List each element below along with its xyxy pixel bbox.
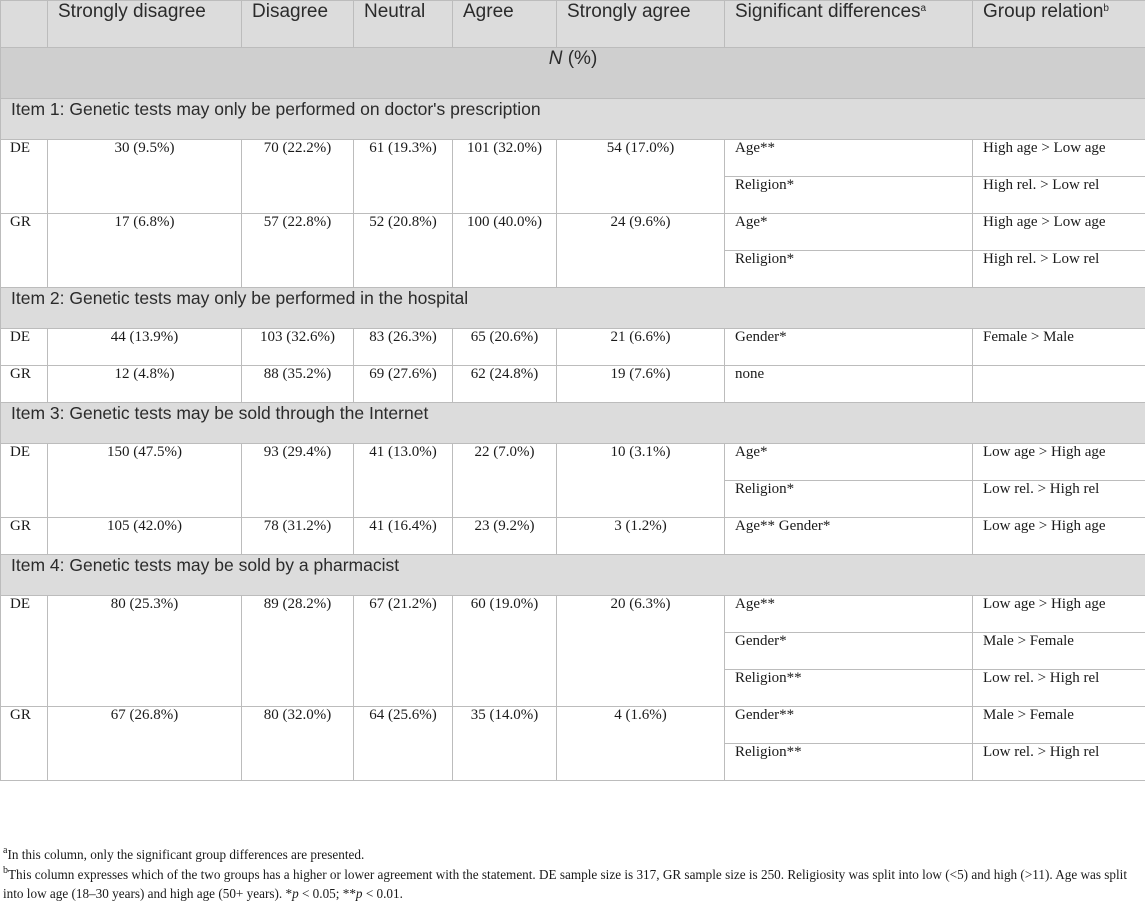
- header-significant-differences: [725, 1, 973, 48]
- table-header-row: [1, 1, 1145, 48]
- value-cell: 22 (7.0%): [453, 444, 557, 518]
- group-relation-cell: High rel. > Low rel: [973, 251, 1145, 288]
- p-threshold-2: < 0.01.: [362, 886, 403, 901]
- table-row: [1, 707, 1145, 744]
- value-cell: 44 (13.9%): [48, 329, 242, 366]
- significant-difference-cell: Age*: [725, 214, 973, 251]
- value-cell: 10 (3.1%): [557, 444, 725, 518]
- item-title: Item 3: Genetic tests may be sold through the Internet: [1, 403, 1145, 444]
- value-cell: 62 (24.8%): [453, 366, 557, 403]
- header-disagree: Disagree: [242, 1, 354, 48]
- value-cell: 101 (32.0%): [453, 140, 557, 214]
- country-label: GR: [1, 518, 48, 555]
- value-cell: 80 (25.3%): [48, 596, 242, 707]
- group-relation-cell: Low age > High age: [973, 444, 1145, 481]
- value-cell: 64 (25.6%): [354, 707, 453, 781]
- significant-difference-cell: Gender*: [725, 633, 973, 670]
- item-row: [1, 403, 1145, 444]
- value-cell: 69 (27.6%): [354, 366, 453, 403]
- footnote-b-text: This column expresses which of the two groups has a higher or lower agreement with the statement. DE sample size is 317, GR sample size is 250. Religiosity was split into low (<5) and high (>11). Age was split into low age (18–30 years) and high age (50+ years). *: [3, 866, 1128, 901]
- header-agree: Agree: [453, 1, 557, 48]
- significant-difference-cell: Gender**: [725, 707, 973, 744]
- country-label: DE: [1, 140, 48, 214]
- value-cell: 88 (35.2%): [242, 366, 354, 403]
- value-cell: 3 (1.2%): [557, 518, 725, 555]
- header-neutral: Neutral: [354, 1, 453, 48]
- group-relation-cell: High age > Low age: [973, 214, 1145, 251]
- item-row: [1, 99, 1145, 140]
- significant-difference-cell: Age*: [725, 444, 973, 481]
- footnote-b-marker: b: [3, 864, 8, 876]
- value-cell: 17 (6.8%): [48, 214, 242, 288]
- header-strongly-disagree: Strongly disagree: [48, 1, 242, 48]
- group-relation-cell: Male > Female: [973, 707, 1145, 744]
- value-cell: 105 (42.0%): [48, 518, 242, 555]
- table-row: [1, 214, 1145, 251]
- country-label: GR: [1, 214, 48, 288]
- footnotes: [0, 845, 1145, 904]
- value-cell: 103 (32.6%): [242, 329, 354, 366]
- value-cell: 60 (19.0%): [453, 596, 557, 707]
- significant-difference-cell: Age** Gender*: [725, 518, 973, 555]
- footnote-a-marker: a: [3, 845, 8, 856]
- value-cell: 70 (22.2%): [242, 140, 354, 214]
- value-cell: 30 (9.5%): [48, 140, 242, 214]
- value-cell: 100 (40.0%): [453, 214, 557, 288]
- significant-difference-cell: Religion*: [725, 177, 973, 214]
- value-cell: 67 (21.2%): [354, 596, 453, 707]
- country-label: DE: [1, 444, 48, 518]
- table-row: [1, 518, 1145, 555]
- item-row: [1, 288, 1145, 329]
- significant-difference-cell: Age**: [725, 596, 973, 633]
- value-cell: 52 (20.8%): [354, 214, 453, 288]
- significant-difference-cell: Religion**: [725, 744, 973, 781]
- value-cell: 67 (26.8%): [48, 707, 242, 781]
- group-relation-cell: Low age > High age: [973, 518, 1145, 555]
- n-percent-cell: [1, 48, 1145, 99]
- item-title: Item 2: Genetic tests may only be performed in the hospital: [1, 288, 1145, 329]
- value-cell: 20 (6.3%): [557, 596, 725, 707]
- value-cell: 150 (47.5%): [48, 444, 242, 518]
- footnote-a: [0, 845, 1145, 865]
- table-row: [1, 140, 1145, 177]
- table-row: [1, 444, 1145, 481]
- value-cell: 61 (19.3%): [354, 140, 453, 214]
- group-relation-cell: Female > Male: [973, 329, 1145, 366]
- value-cell: 41 (16.4%): [354, 518, 453, 555]
- value-cell: 24 (9.6%): [557, 214, 725, 288]
- value-cell: 65 (20.6%): [453, 329, 557, 366]
- group-relation-cell: High rel. > Low rel: [973, 177, 1145, 214]
- header-blank: [1, 1, 48, 48]
- significant-difference-cell: Religion*: [725, 481, 973, 518]
- value-cell: 12 (4.8%): [48, 366, 242, 403]
- footnote-marker-b: b: [1103, 3, 1109, 14]
- item-title: Item 4: Genetic tests may be sold by a pharmacist: [1, 555, 1145, 596]
- item-title: Item 1: Genetic tests may only be performed on doctor's prescription: [1, 99, 1145, 140]
- group-relation-cell: High age > Low age: [973, 140, 1145, 177]
- footnote-a-text: In this column, only the significant group differences are presented.: [7, 847, 365, 862]
- footnote-marker-a: a: [920, 3, 927, 14]
- item-row: [1, 555, 1145, 596]
- value-cell: 57 (22.8%): [242, 214, 354, 288]
- header-significant-differences-label: Significant differences: [735, 1, 921, 22]
- value-cell: 21 (6.6%): [557, 329, 725, 366]
- header-group-relation: [973, 1, 1145, 48]
- header-group-relation-label: Group relation: [983, 1, 1104, 22]
- table-row: [1, 366, 1145, 403]
- country-label: GR: [1, 707, 48, 781]
- group-relation-cell: Male > Female: [973, 633, 1145, 670]
- value-cell: 19 (7.6%): [557, 366, 725, 403]
- country-label: GR: [1, 366, 48, 403]
- value-cell: 4 (1.6%): [557, 707, 725, 781]
- p-symbol: p: [355, 886, 363, 901]
- value-cell: 54 (17.0%): [557, 140, 725, 214]
- value-cell: 89 (28.2%): [242, 596, 354, 707]
- n-rest: (%): [562, 48, 598, 69]
- value-cell: 78 (31.2%): [242, 518, 354, 555]
- n-letter: N: [548, 48, 563, 69]
- header-strongly-agree: Strongly agree: [557, 1, 725, 48]
- n-percent-row: [1, 48, 1145, 99]
- significant-difference-cell: Religion**: [725, 670, 973, 707]
- significant-difference-cell: Gender*: [725, 329, 973, 366]
- group-relation-cell: Low rel. > High rel: [973, 670, 1145, 707]
- value-cell: 23 (9.2%): [453, 518, 557, 555]
- value-cell: 41 (13.0%): [354, 444, 453, 518]
- value-cell: 35 (14.0%): [453, 707, 557, 781]
- footnote-b: [0, 865, 1145, 904]
- significant-difference-cell: Age**: [725, 140, 973, 177]
- significant-difference-cell: Religion*: [725, 251, 973, 288]
- table-row: [1, 329, 1145, 366]
- group-relation-cell: Low rel. > High rel: [973, 744, 1145, 781]
- value-cell: 83 (26.3%): [354, 329, 453, 366]
- table-row: [1, 596, 1145, 633]
- table-body: [1, 99, 1145, 781]
- country-label: DE: [1, 329, 48, 366]
- group-relation-cell: Low rel. > High rel: [973, 481, 1145, 518]
- p-threshold-1: < 0.05; **: [298, 886, 356, 901]
- significant-difference-cell: none: [725, 366, 973, 403]
- value-cell: 93 (29.4%): [242, 444, 354, 518]
- country-label: DE: [1, 596, 48, 707]
- value-cell: 80 (32.0%): [242, 707, 354, 781]
- group-relation-cell: Low age > High age: [973, 596, 1145, 633]
- p-symbol: p: [292, 886, 299, 901]
- group-relation-cell: [973, 366, 1145, 403]
